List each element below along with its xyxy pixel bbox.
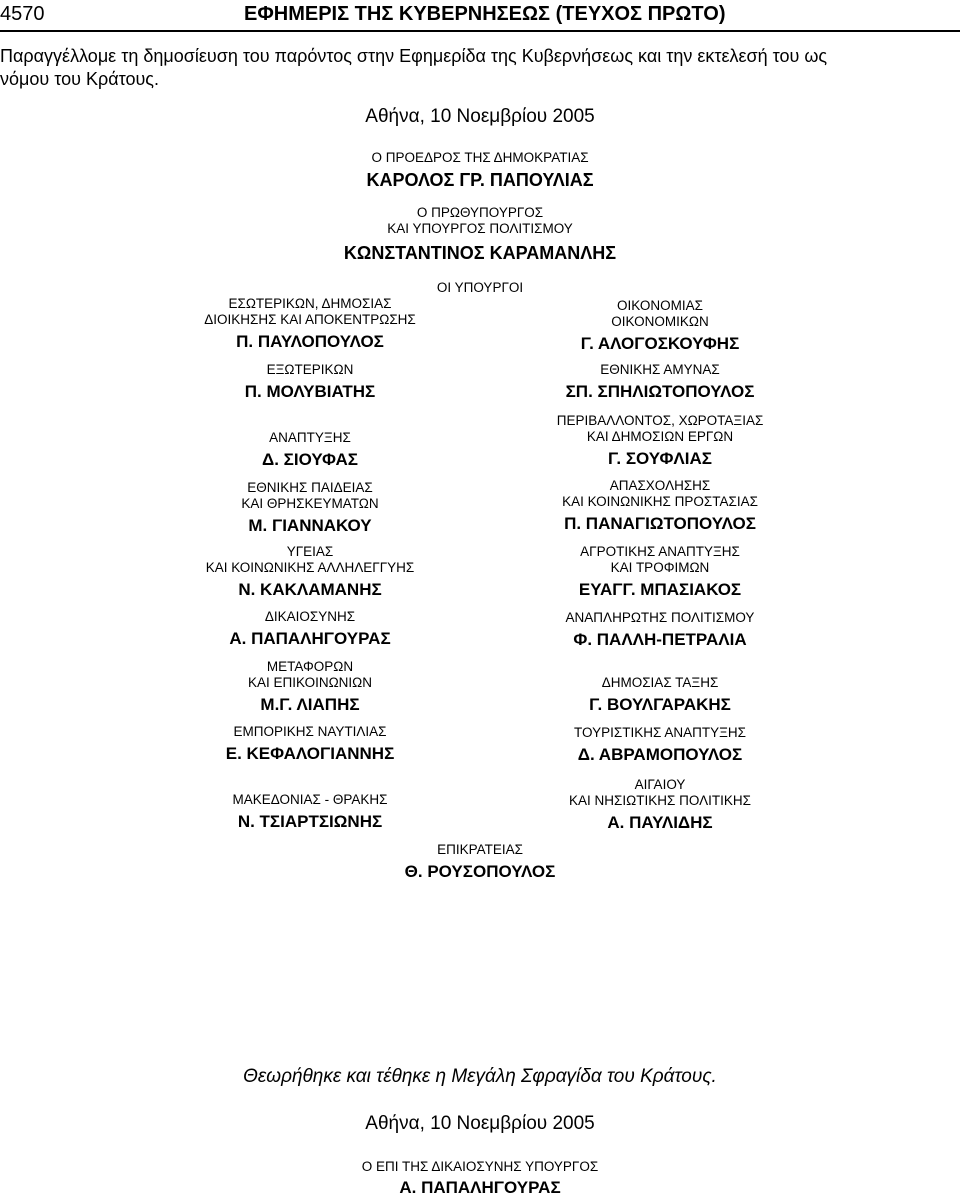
minister-name: Ε. ΚΕΦΑΛΟΓΙΑΝΝΗΣ (225, 744, 395, 763)
president-title: Ο ΠΡΟΕΔΡΟΣ ΤΗΣ ΔΗΜΟΚΡΑΤΙΑΣ (371, 150, 589, 165)
minister-title: ΚΑΙ ΘΡΗΣΚΕΥΜΑΤΩΝ (241, 496, 379, 511)
minister-name: Ν. ΤΣΙΑΡΤΣΙΩΝΗΣ (237, 812, 383, 831)
minister-block (535, 362, 785, 402)
minister-title: ΤΟΥΡΙΣΤΙΚΗΣ ΑΝΑΠΤΥΞΗΣ (574, 725, 746, 740)
minister-title: ΚΑΙ ΕΠΙΚΟΙΝΩΝΙΩΝ (247, 675, 373, 690)
closing-place-date: Αθήνα, 10 Νοεμβρίου 2005 (365, 1113, 595, 1134)
pm-title-1: Ο ΠΡΩΘΥΠΟΥΡΓΟΣ (416, 205, 544, 220)
minister-name: Α. ΠΑΠΑΛΗΓΟΥΡΑΣ (229, 629, 391, 648)
minister-name: Α. ΠΑΥΛΙΔΗΣ (607, 813, 713, 832)
header-rule (0, 30, 960, 32)
pm-title-2: ΚΑΙ ΥΠΟΥΡΓΟΣ ΠΟΛΙΤΙΣΜΟΥ (387, 221, 573, 236)
justice-minister-title: Ο ΕΠΙ ΤΗΣ ΔΙΚΑΙΟΣΥΝΗΣ ΥΠΟΥΡΓΟΣ (361, 1159, 599, 1174)
minister-name: Π. ΠΑΥΛΟΠΟΥΛΟΣ (236, 332, 384, 351)
minister-block (535, 298, 785, 354)
minister-block (190, 296, 430, 352)
minister-title: ΚΑΙ ΤΡΟΦΙΜΩΝ (610, 560, 710, 575)
minister-title: ΑΝΑΠΤΥΞΗΣ (269, 430, 351, 445)
seal-statement: Θεωρήθηκε και τέθηκε η Μεγάλη Σφραγίδα του Κράτους. (243, 1066, 717, 1087)
place-date: Αθήνα, 10 Νοεμβρίου 2005 (365, 106, 595, 127)
pm-name: ΚΩΝΣΤΑΝΤΙΝΟΣ ΚΑΡΑΜΑΝΛΗΣ (343, 243, 617, 263)
minister-title: ΥΓΕΙΑΣ (286, 544, 334, 559)
minister-name: Μ. ΓΙΑΝΝΑΚΟΥ (248, 516, 372, 535)
minister-block (535, 478, 785, 534)
minister-name: Γ. ΒΟΥΛΓΑΡΑΚΗΣ (589, 695, 731, 714)
minister-block (535, 544, 785, 600)
page-number: 4570 (0, 3, 45, 25)
minister-title: ΠΕΡΙΒΑΛΛΟΝΤΟΣ, ΧΩΡΟΤΑΞΙΑΣ (556, 413, 764, 428)
minister-block (190, 544, 430, 600)
minister-block (535, 725, 785, 765)
center-minister-block (380, 842, 580, 882)
minister-name: Π. ΠΑΝΑΓΙΩΤΟΠΟΥΛΟΣ (564, 514, 756, 533)
minister-block (190, 792, 430, 832)
minister-title: ΑΝΑΠΛΗΡΩΤΗΣ ΠΟΛΙΤΙΣΜΟΥ (565, 610, 755, 625)
right-ministers-column (535, 298, 785, 838)
minister-name: Δ. ΑΒΡΑΜΟΠΟΥΛΟΣ (577, 745, 743, 764)
minister-title: ΚΑΙ ΚΟΙΝΩΝΙΚΗΣ ΑΛΛΗΛΕΓΓΥΗΣ (205, 560, 415, 575)
page-header (0, 0, 960, 30)
minister-name: ΣΠ. ΣΠΗΛΙΩΤΟΠΟΥΛΟΣ (565, 382, 755, 401)
minister-block (535, 777, 785, 833)
minister-title: ΔΙΟΙΚΗΣΗΣ ΚΑΙ ΑΠΟΚΕΝΤΡΩΣΗΣ (204, 312, 416, 327)
minister-title: ΑΠΑΣΧΟΛΗΣΗΣ (609, 478, 711, 493)
minister-title: ΕΘΝΙΚΗΣ ΑΜΥΝΑΣ (600, 362, 720, 377)
intro-line-2: νόμου του Κράτους. (0, 69, 159, 89)
minister-block (190, 659, 430, 715)
president-name: ΚΑΡΟΛΟΣ ΓΡ. ΠΑΠΟΥΛΙΑΣ (366, 170, 594, 190)
minister-block (190, 724, 430, 764)
ministers-heading: ΟΙ ΥΠΟΥΡΓΟΙ (436, 280, 524, 295)
minister-block (190, 362, 430, 402)
minister-title: ΕΘΝΙΚΗΣ ΠΑΙΔΕΙΑΣ (247, 480, 373, 495)
minister-title: ΕΠΙΚΡΑΤΕΙΑΣ (437, 842, 523, 857)
justice-minister-name: Α. ΠΑΠΑΛΗΓΟΥΡΑΣ (399, 1178, 561, 1197)
minister-name: ΕΥΑΓΓ. ΜΠΑΣΙΑΚΟΣ (578, 580, 742, 599)
minister-title: ΜΑΚΕΔΟΝΙΑΣ - ΘΡΑΚΗΣ (232, 792, 388, 807)
minister-block (535, 675, 785, 715)
minister-title: ΕΞΩΤΕΡΙΚΩΝ (266, 362, 354, 377)
minister-name: Φ. ΠΑΛΛΗ-ΠΕΤΡΑΛΙΑ (573, 630, 747, 649)
intro-line-1: Παραγγέλλομε τη δημοσίευση του παρόντος στην Εφημερίδα της Κυβερνήσεως και την εκτελεσή του ως (0, 46, 828, 66)
minister-block (190, 480, 430, 536)
minister-title: ΚΑΙ ΚΟΙΝΩΝΙΚΗΣ ΠΡΟΣΤΑΣΙΑΣ (562, 494, 758, 509)
left-ministers-column (190, 296, 430, 856)
minister-name: Γ. ΣΟΥΦΛΙΑΣ (608, 449, 712, 468)
intro-paragraph (0, 45, 960, 91)
minister-title: ΕΜΠΟΡΙΚΗΣ ΝΑΥΤΙΛΙΑΣ (233, 724, 387, 739)
minister-title: ΟΙΚΟΝΟΜΙΑΣ (617, 298, 703, 313)
minister-title: ΑΓΡΟΤΙΚΗΣ ΑΝΑΠΤΥΞΗΣ (580, 544, 740, 559)
minister-title: ΑΙΓΑΙΟΥ (634, 777, 686, 792)
minister-title: ΔΙΚΑΙΟΣΥΝΗΣ (264, 609, 356, 624)
minister-name: Μ.Γ. ΛΙΑΠΗΣ (260, 695, 360, 714)
minister-block (535, 610, 785, 650)
minister-block (190, 609, 430, 649)
minister-title: ΔΗΜΟΣΙΑΣ ΤΑΞΗΣ (601, 675, 719, 690)
minister-name: Θ. ΡΟΥΣΟΠΟΥΛΟΣ (404, 862, 556, 881)
minister-name: Π. ΜΟΛΥΒΙΑΤΗΣ (244, 382, 376, 401)
minister-title: ΟΙΚΟΝΟΜΙΚΩΝ (611, 314, 709, 329)
minister-name: Δ. ΣΙΟΥΦΑΣ (261, 450, 358, 469)
minister-title: ΕΣΩΤΕΡΙΚΩΝ, ΔΗΜΟΣΙΑΣ (228, 296, 392, 311)
minister-block (190, 430, 430, 470)
minister-name: Ν. ΚΑΚΛΑΜΑΝΗΣ (238, 580, 382, 599)
minister-block (535, 413, 785, 469)
minister-title: ΜΕΤΑΦΟΡΩΝ (266, 659, 354, 674)
minister-title: ΚΑΙ ΝΗΣΙΩΤΙΚΗΣ ΠΟΛΙΤΙΚΗΣ (569, 793, 751, 808)
journal-title: ΕΦΗΜΕΡΙΣ ΤΗΣ ΚΥΒΕΡΝΗΣΕΩΣ (ΤΕΥΧΟΣ ΠΡΩΤΟ) (244, 3, 726, 25)
minister-name: Γ. ΑΛΟΓΟΣΚΟΥΦΗΣ (580, 334, 740, 353)
minister-title: ΚΑΙ ΔΗΜΟΣΙΩΝ ΕΡΓΩΝ (586, 429, 734, 444)
